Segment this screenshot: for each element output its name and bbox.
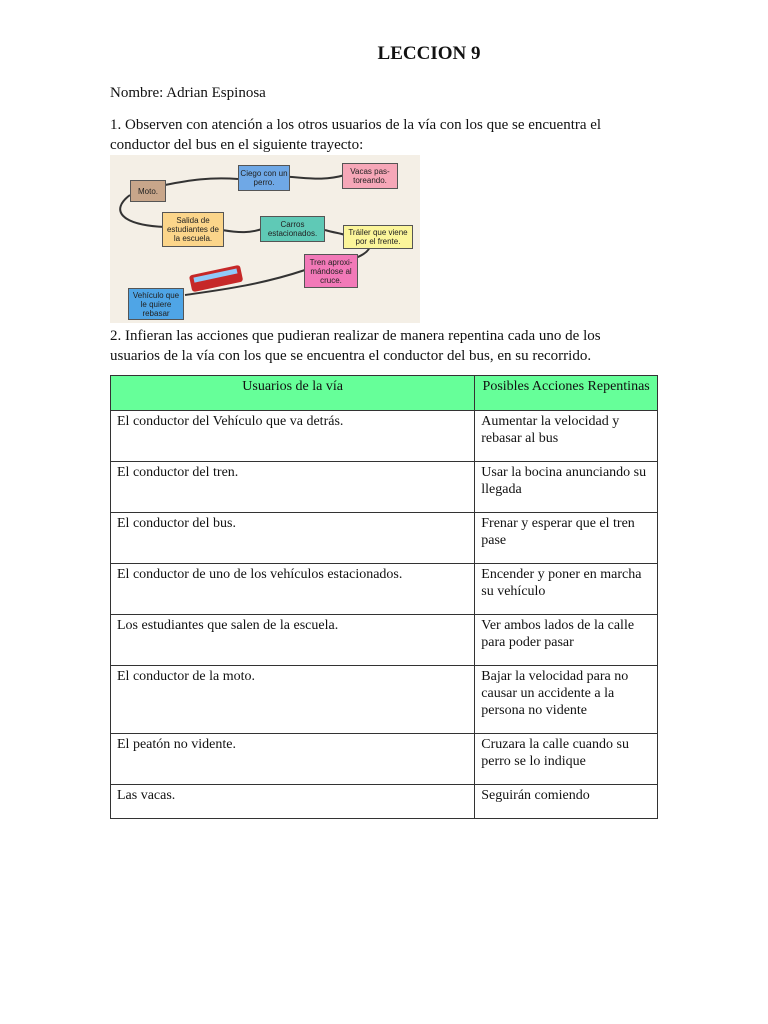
- cell-action: Ver ambos lados de la calle para poder pasar: [475, 615, 658, 666]
- cell-user: Las vacas.: [111, 785, 475, 819]
- question-1: 1. Observen con atención a los otros usuarios de la vía con los que se encuentra el conductor del bus en el siguiente trayecto:: [110, 117, 602, 153]
- box-students: Salida de estudiantes de la escuela.: [162, 212, 224, 247]
- cell-user: El conductor del Vehículo que va detrás.: [111, 411, 475, 462]
- box-moto: Moto.: [130, 180, 166, 202]
- cell-user: El conductor del bus.: [111, 513, 475, 564]
- cell-user: El conductor del tren.: [111, 462, 475, 513]
- table-row: [111, 462, 658, 513]
- student-name: Nombre: Adrian Espinosa: [110, 85, 266, 101]
- box-overtaking-vehicle: Vehículo que le quiere rebasar: [128, 288, 184, 320]
- cell-user: El peatón no vidente.: [111, 734, 475, 785]
- route-diagram: [110, 155, 420, 323]
- table-row: [111, 564, 658, 615]
- cell-action: Usar la bocina anunciando su llegada: [475, 462, 658, 513]
- page-title: LECCION 9: [377, 43, 481, 64]
- header-actions: Posibles Acciones Repentinas: [475, 376, 658, 411]
- question-2: 2. Infieran las acciones que pudieran realizar de manera repentina cada uno de los usuarios de la vía con los que se encuentra el conductor del bus, en su recorrido.: [110, 328, 601, 364]
- cell-action: Frenar y esperar que el tren pase: [475, 513, 658, 564]
- answers-table: [110, 375, 658, 819]
- box-train: Tren aproxi-mándose al cruce.: [304, 254, 358, 288]
- table-row: [111, 734, 658, 785]
- table-row: [111, 785, 658, 819]
- table-row: [111, 666, 658, 734]
- table-row: [111, 411, 658, 462]
- cell-action: Cruzara la calle cuando su perro se lo indique: [475, 734, 658, 785]
- box-cows: Vacas pas-toreando.: [342, 163, 398, 189]
- cell-user: El conductor de uno de los vehículos estacionados.: [111, 564, 475, 615]
- table-header-row: [111, 376, 658, 411]
- table-row: [111, 615, 658, 666]
- box-blind-pedestrian: Ciego con un perro.: [238, 165, 290, 191]
- cell-user: El conductor de la moto.: [111, 666, 475, 734]
- cell-action: Aumentar la velocidad y rebasar al bus: [475, 411, 658, 462]
- box-trailer: Tráiler que viene por el frente.: [343, 225, 413, 249]
- cell-user: Los estudiantes que salen de la escuela.: [111, 615, 475, 666]
- cell-action: Bajar la velocidad para no causar un accidente a la persona no vidente: [475, 666, 658, 734]
- box-parked-cars: Carros estacionados.: [260, 216, 325, 242]
- header-users: Usuarios de la vía: [111, 376, 475, 411]
- table-row: [111, 513, 658, 564]
- cell-action: Seguirán comiendo: [475, 785, 658, 819]
- cell-action: Encender y poner en marcha su vehículo: [475, 564, 658, 615]
